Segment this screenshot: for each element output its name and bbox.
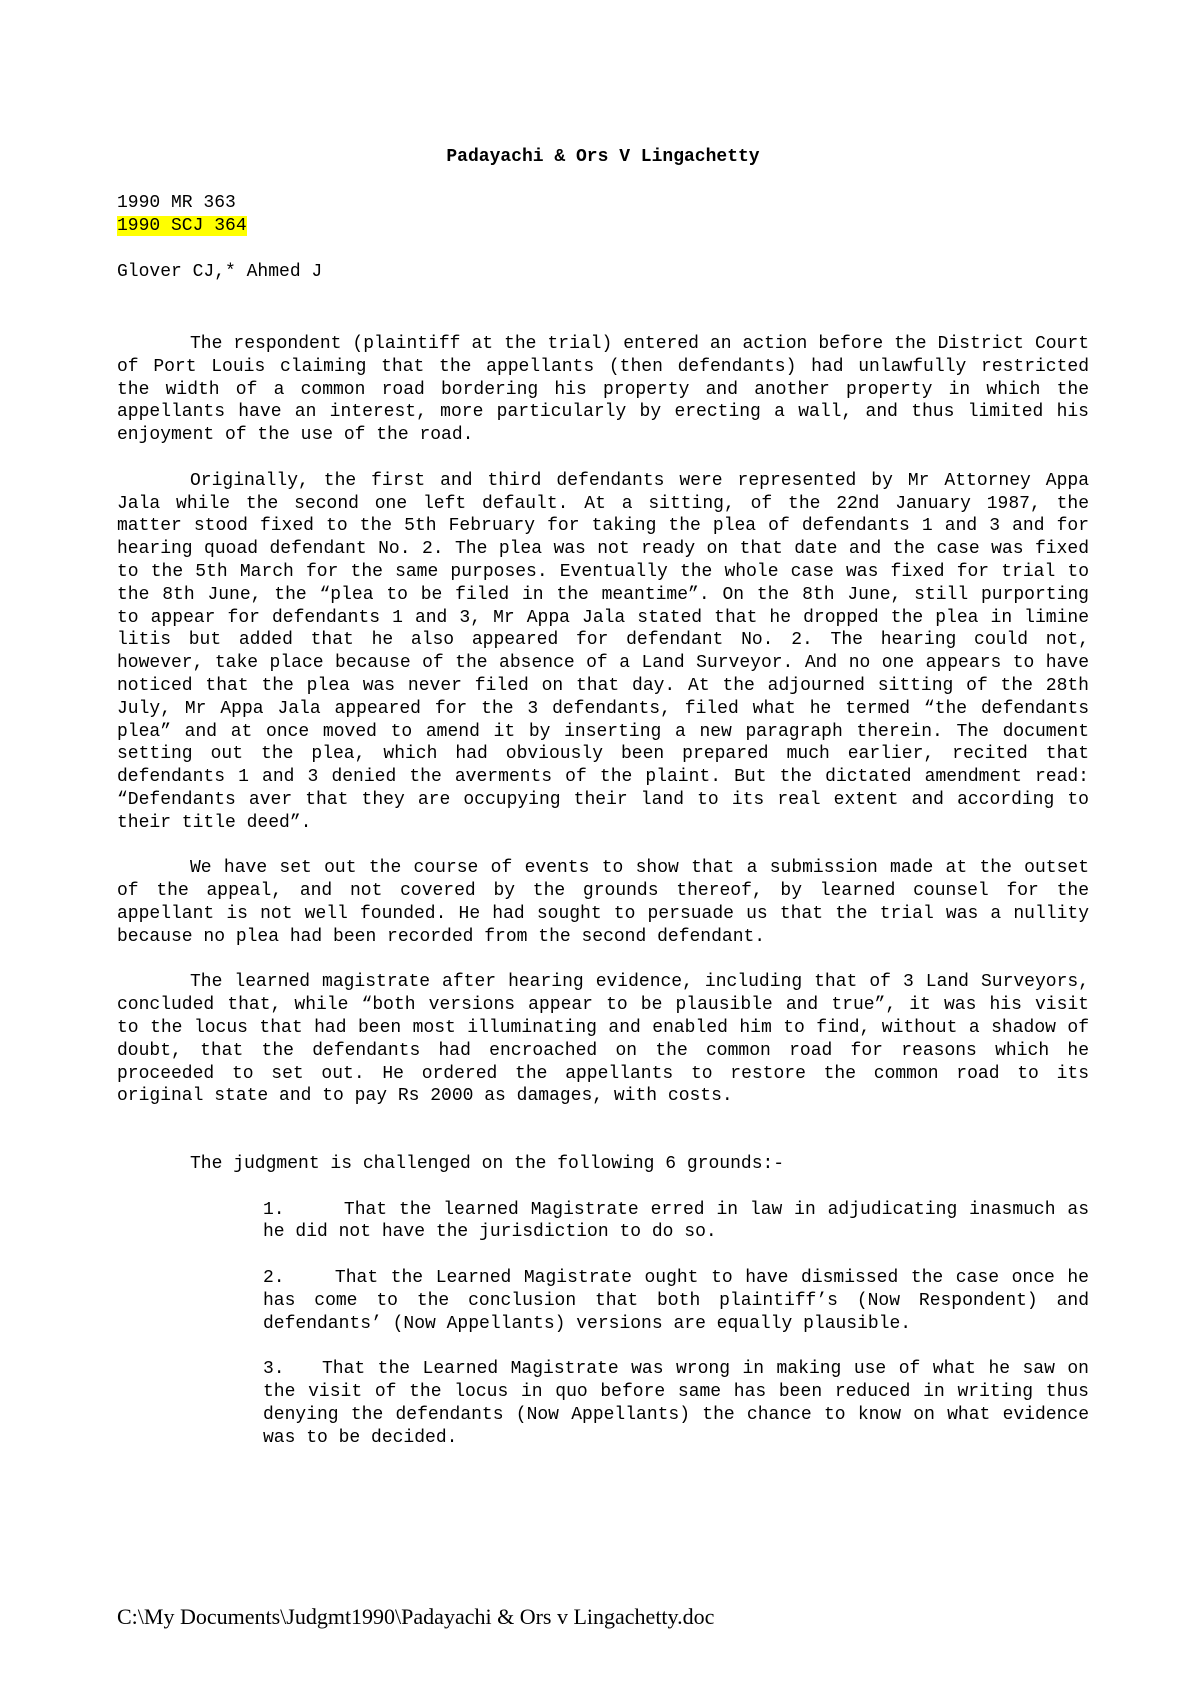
judges-line: Glover CJ,* Ahmed J	[117, 262, 323, 282]
judgment-body	[117, 333, 1100, 1472]
file-path-footer: C:\My Documents\Judgmt1990\Padayachi & Ors v Lingachetty.doc	[117, 1604, 715, 1629]
highlighted-citation: 1990 SCJ 364	[117, 216, 247, 236]
paragraph: The learned magistrate after hearing evidence, including that of 3 Land Surveyors, concluded that, while “both versions appear to be plausible and true”, it was his visit to the locus that had been most illuminating and enabled him to find, without a shadow of doubt, that the defendants had encroached on the common road for reasons which he proceeded to set out. He ordered the appellants to restore the common road to its original state and to pay Rs 2000 as damages, with costs.	[117, 972, 1089, 1107]
citation-mr: 1990 MR 363	[117, 193, 236, 213]
grounds-intro: The judgment is challenged on the following 6 grounds:-	[190, 1154, 785, 1175]
paragraph: Originally, the first and third defendants were represented by Mr Attorney Appa Jala while the second one left default. At a sitting, of the 22nd January 1987, the matter stood fixed to the 5th February for taking the plea of defendants 1 and 3 and for hearing quoad defendant No. 2. The plea was not ready on that date and the case was fixed to the 5th March for the same purposes. Eventually the whole case was fixed for trial to the 8th June, the “plea to be filed in the meantime”. On the 8th June, still purporting to appear for defendants 1 and 3, Mr Appa Jala stated that he dropped the plea in limine litis but added that he also appeared for defendant No. 2. The hearing could not, however, take place because of the absence of a Land Surveyor. And no one appears to have noticed that the plea was never filed on that day. At the adjourned sitting of the 28th July, Mr Appa Jala appeared for the 3 defendants, filed what he termed “the defendants plea” and at once moved to amend it by inserting a new paragraph therein. The document setting out the plea, which had obviously been prepared much earlier, recited that defendants 1 and 3 denied the averments of the plaint. But the dictated amendment read: “Defendants aver that they are occupying their land to its real extent and according to their title deed”.	[117, 470, 1089, 833]
paragraph: We have set out the course of events to show that a submission made at the outset of the appeal, and not covered by the grounds thereof, by learned counsel for the appellant is not well founded. He had sought to persuade us that the trial was a nullity because no plea had been recorded from the second defendant.	[117, 858, 1089, 947]
ground-item: 1. That the learned Magistrate erred in law in adjudicating inasmuch as he did not have the jurisdiction to do so.	[263, 1199, 1100, 1243]
ground-item: 3. That the Learned Magistrate was wrong in making use of what he saw on the visit of the locus in quo before same has been reduced in writing thus denying the defendants (Now Appellants) the chance to know on what evidence was to be decided.	[263, 1359, 1100, 1448]
ground-item: 2. That the Learned Magistrate ought to have dismissed the case once he has come to the conclusion that both plaintiff’s (Now Respondent) and defendants’ (Now Appellants) versions are equally plausible.	[263, 1268, 1100, 1334]
citation-scj	[117, 215, 247, 238]
case-title: Padayachi & Ors V Lingachetty	[446, 147, 760, 167]
paragraph: The respondent (plaintiff at the trial) entered an action before the District Court of Port Louis claiming that the appellants (then defendants) had unlawfully restricted the width of a common road bordering his property and another property in which the appellants have an interest, more particularly by erecting a wall, and thus limited his enjoyment of the use of the road.	[117, 334, 1089, 446]
